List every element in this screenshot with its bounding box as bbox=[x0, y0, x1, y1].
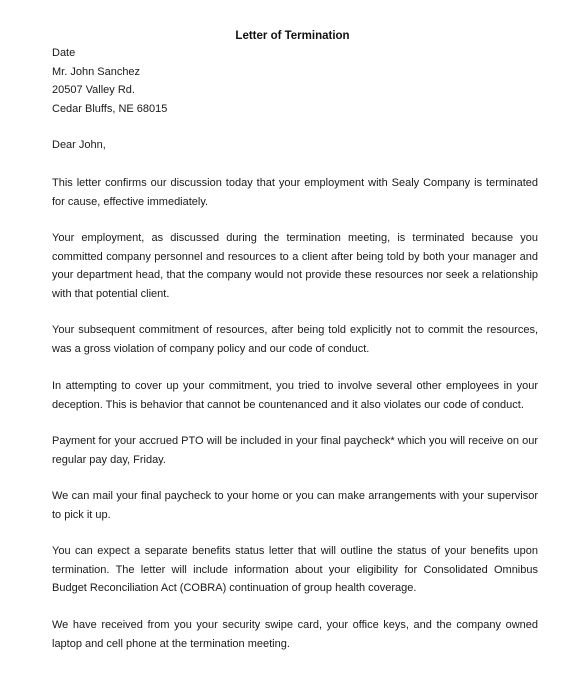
date-line: Date bbox=[52, 47, 76, 59]
salutation: Dear John, bbox=[52, 139, 106, 151]
paragraph-3: Your subsequent commitment of resources, after being told explicitly not to commit the resources, was a gross violation of company policy and our code of conduct. bbox=[52, 324, 538, 355]
paragraph-1: This letter confirms our discussion today that your employment with Sealy Company is terminated for cause, effective immediately. bbox=[52, 177, 538, 208]
recipient-name: Mr. John Sanchez bbox=[52, 66, 141, 78]
paragraph-4: In attempting to cover up your commitment, you tried to involve several other employees in your deception. This is behavior that cannot be countenanced and it also violates our code of conduct. bbox=[52, 380, 538, 411]
letter-title: Letter of Termination bbox=[235, 30, 350, 42]
paragraph-5: Payment for your accrued PTO will be included in your final paycheck* which you will receive on our regular pay day, Friday. bbox=[52, 435, 538, 466]
paragraph-7: You can expect a separate benefits status letter that will outline the status of your benefits upon termination. The letter will include information about your eligibility for Consolidated Omnibus Budget Reconciliation Act (COBRA) continuation of group health coverage. bbox=[52, 545, 538, 594]
paragraph-8: We have received from you your security swipe card, your office keys, and the company owned laptop and cell phone at the termination meeting. bbox=[52, 619, 538, 650]
recipient-city: Cedar Bluffs, NE 68015 bbox=[52, 103, 168, 115]
recipient-street: 20507 Valley Rd. bbox=[52, 84, 135, 96]
paragraph-6: We can mail your final paycheck to your home or you can make arrangements with your supervisor to pick it up. bbox=[52, 490, 538, 521]
paragraph-2: Your employment, as discussed during the termination meeting, is terminated because you committed company personnel and resources to a client after being told by both your manager and your department head, that the company would not provide these resources nor seek a relationship with that potential client. bbox=[52, 232, 538, 300]
